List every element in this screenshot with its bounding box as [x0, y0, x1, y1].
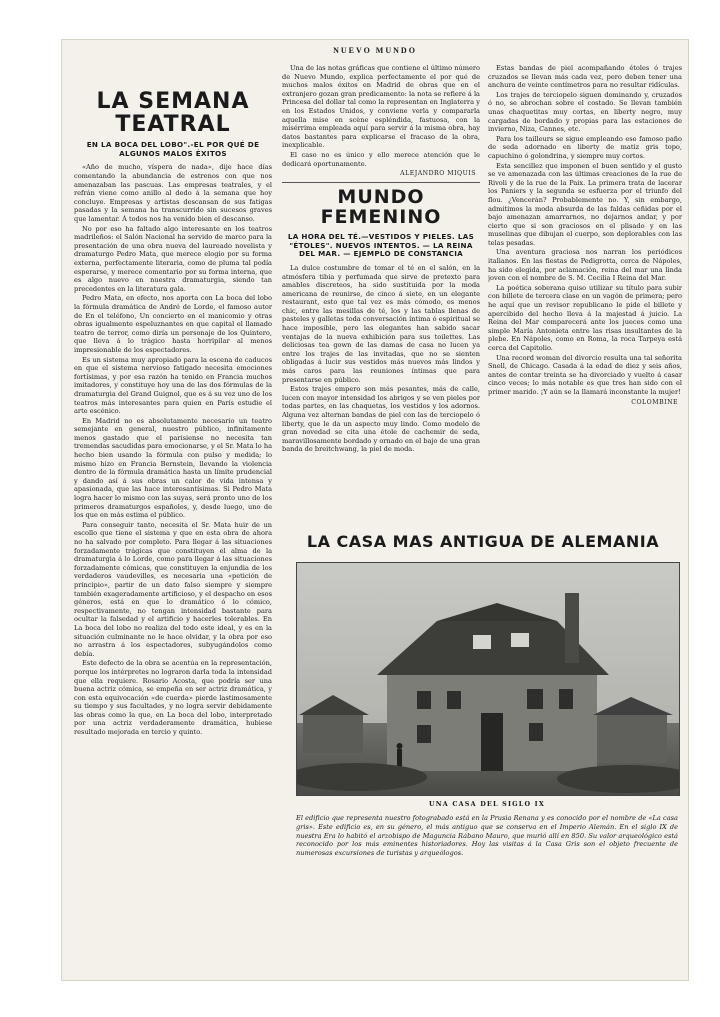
- column-semana-teatral: [74, 64, 272, 970]
- femenino-paragraph: Estas bandas de piel acompañando étoles ó trajes cruzados se llevan más cada vez, pero deben tener una anchura de veinte centímetros para no resultar ridículas.: [488, 64, 682, 90]
- semana-paragraph: Una de las notas gráficas que contiene el último número de Nuevo Mundo, explica perfectamente el por qué de muchos malos éxitos en Madrid de obras que en el extranjero gozan gran predicamento: la nota se refiere á la Princesa del dollar tal como la representan en Inglaterra y en los Estados Unidos, y conviene verla y compararla aquella mise en scène espléndida, fastuosa, con la misérrima empleada aquí para servir á la misma obra, hay datos bastantes para explicarse el fracaso de la obra, inexplicable.: [282, 64, 480, 150]
- femenino-title: [282, 188, 480, 228]
- femenino-paragraph: Estos trajes empero son más pesantes, más de calle, lucen con mayor intensidad los abrigos y se ven pieles por todas partes, en las chaquetas, los vestidos y los adornos. Alguna vez alternan bandas de piel con las de terciopelo ó liberty, que le da un aspecto muy lindo. Como modelo de gran novedad se cita una étole de cachemir de seda, maravillosamente bordado y ornado en el bajo de una gran banda de breitchwang, la piel de moda.: [282, 385, 480, 454]
- femenino-paragraph: Los trajes de terciopelo siguen dominando y, cruzados ó no, se abrochan sobre el costado. Se llevan también unas chaquetitas muy cortas, en liberty negro, muy cargadas de bordado y propias para las estaciones de invierno, Niza, Cannes, etc.: [488, 90, 682, 134]
- femenino-body-continued: [488, 64, 682, 397]
- femenino-paragraph: Esta sencillez que imponen el buen sentido y el gusto se ve amenazada con las últimas creaciones de la rue de Rivoli y de la rue de la Paix. La primera trata de lacerar los Paniers y la segunda se esfuerza por el triunfo del flou. ¿Vencerán? Probablemente no. Y, sin embargo, admitimos la moda absurda de las faldas ceñidas por el bajo amenazan amarrarnos, no dejarnos andar, y por cierto que si son graciosos en el plisado y en las muselinas que dibujan el cuerpo, son deplorables con las telas pesadas.: [488, 161, 682, 247]
- photo-caption: UNA CASA DEL SIGLO IX: [428, 800, 546, 808]
- semana-signature: ALEJANDRO MIQUIS: [400, 170, 476, 178]
- column-center: [282, 64, 480, 464]
- column-right: [488, 64, 682, 544]
- house-photo: [296, 562, 680, 796]
- semana-paragraph: Este defecto de la obra se acentúa en la representación, porque los intérpretes no lograron darla toda la intensidad que ella requiere. Rosario Acosta, que podría ser una buena actriz cómica, se empeña en ser actriz dramática, y con esta equivocación «de cuerda» pierde lastimosamente su tiempo y sus facultades, y no logra servir debidamente las obras como la que, en La boca del lobo, interpretado por una actriz verdaderamente dramática, hubiese resultado mejorada en tercio y quinto.: [74, 659, 272, 737]
- semana-paragraph: El caso no es único y ello merece atención que le dedicará oportunamente.: [282, 150, 480, 168]
- semana-title: [74, 90, 272, 136]
- photo-caption-text: El edificio que representa nuestro fotograbado está en la Prusia Renana y es conocido por el nombre de «La casa gris». Este edificio es, en su género, el más antiguo que se conserva en el Imperio Alemán. En el siglo IX de nuestra Era lo habitó el arzobispo de Maguncia Rábano Mauro, que murió allí en 850. Su valor arqueológico está reconocido por los más eminentes historiadores. Hoy las visitas á la Casa Gris son el objeto frecuente de numerosas excursiones de turistas y arqueólogos.: [296, 814, 678, 858]
- semana-body-continued: [282, 64, 480, 168]
- semana-paragraph: «Año de mucho, víspera de nada», dije hace días comentando la abundancia de estrenos con que nos amenazaban las pascuas. Las empresas teatrales, y el refrán viene como anillo al dedo á la semana que hoy concluye. Empresas y artistas descansan de sus fatigas pasadas y la semana ha transcurrido sin sucesos graves que lamentar. Á todos nos ha venido bien el descanso.: [74, 163, 272, 224]
- femenino-title-line1: MUNDO: [337, 186, 425, 209]
- semana-paragraph: Para conseguir tanto, necesita el Sr. Mata huir de un escollo que tiene el sistema y que en esta obra de ahora no ha salvado por completo. Para llegar á las situaciones forzadamente trágicas que constituyen el alma de la dramaturgia á lo Lorde, como para llegar á las situaciones forzadamente cómicas, que constituyen la enjundia de los verdaderos vaudevilles, es necesaria una «petición de principio», partir de un dato falso siempre y siempre también exageradamente artificioso, y el despacho en esos géneros, está en que lo dramático ó lo cómico, respectivamente, no tengan intensidad bastante para ocultar la falsedad y el artificio y hacerles tolerables. En La boca del lobo no realiza del todo este ideal, y es en la situación culminante no le hace olvidar, y la obra por eso no arrastra á los espectadores, subyugándolos como debía.: [74, 520, 272, 658]
- femenino-signature: COLOMBINE: [631, 398, 678, 406]
- newspaper-page: [62, 40, 688, 980]
- femenino-paragraph: La poética soberana quiso utilizar su título para subir con billete de tercera clase en un vagón de primera; pero he aquí que un revisor republicano le pide el billete y apercibido del hecho lleva á la majestad á juicio. La Reina del Mar comparecerá ante los jueces como una simple María Antonieta entre las risas insultantes de la plebe. En Nápoles, como en Roma, la roca Tarpeya está cerca del Capitolio.: [488, 283, 682, 352]
- casa-title: LA CASA MAS ANTIGUA DE ALEMANIA: [306, 532, 660, 551]
- section-divider: [282, 182, 480, 183]
- femenino-subtitle: LA HORA DEL TÉ.—VESTIDOS Y PIELES. LAS "ÉTOLES". NUEVOS INTENTOS. — LA REINA DEL MAR. — EJEMPLO DE CONSTANCIA: [287, 232, 475, 259]
- semana-paragraph: Es un sistema muy apropiado para la escena de caducos en que el sistema nervioso fatigado necesita emociones fortísimas, y por esa razón ha tenido en Francia muchos imitadores, y constituye hoy una de las dos fórmulas de la dramaturgia del Grand Guignol, que es á su vez uno de los teatros más interesantes para quien en París estudie el arte escénico.: [74, 355, 272, 416]
- femenino-paragraph: La dulce costumbre de tomar el té en el salón, en la atmósfera tibia y perfumada que sirve de pretexto para amables discreteos, ha sido sustituida por la moda americana de reunirse, de cinco á siete, en un elegante restaurant, esto que tal vez es más cómodo, es menos chic, entre las mesillas de té, los y las tablas llenas de pasteles y galletas toda conversación íntima ó espiritual se hace imposible, pero las elegantes han sabido sacar ventajas de la nueva exhibición para sus toilettes. Las deliciosas tea gown de las damas de casa no lucen ya entre los trajes de las invitadas, que no se sienten obligadas á lucir sus vestidos más nuevos más lindos y más caros para las reuniones íntimas que para presentarse en público.: [282, 263, 480, 384]
- semana-paragraph: No por eso ha faltado algo interesante en los teatros madrileños: el Salón Nacional ha servido de marco para la presentación de una obra nueva del laureado novelista y dramaturgo Pedro Mata, que merece elogio por su forma externa, perfectamente literaria, como de pluma tal podía esperarse, y merece comentario por su forma interna, que es algo nuevo en nuestra dramaturgia, siendo tan precedentes en la literatura gala.: [74, 224, 272, 293]
- semana-paragraph: En Madrid no es absolutamente necesario un teatro semejante en general, nuestro público, infinitamente menos gastado que el parisiense no necesita tan tremendas sacudidas para emocionarse, y el Sr. Mata lo ha hecho bien usando la fórmula con pulso y medida; lo mismo hizo en Francia Bernstein, llevando la violencia dentro de la fórmula dramática hasta un límite prudencial y dando así á sus obras un calor de vida intensa y apasionada, que las hace interesantísimas. Si Pedro Mata logra hacer lo mismo con las suyas, será pronto uno de los primeros dramaturgos españoles, y, desde luego, uno de los que en más estima el público.: [74, 416, 272, 520]
- semana-title-line2: TEATRAL: [115, 112, 231, 138]
- semana-subtitle: EN LA BOCA DEL LOBO".-EL POR QUÉ DE ALGUNOS MALOS ÉXITOS: [86, 140, 260, 158]
- femenino-paragraph: Una record woman del divorcio resulta una tal señorita Snell, de Chicago. Casada á la edad de diez y seis años, antes de contar treinta se ha divorciado y vuelto á casar cinco veces; lo más notable es que tres han sido con el primer marido. ¡Y aún se la llamará inconstante la mujer!: [488, 353, 682, 396]
- femenino-paragraph: Una aventura graciosa nos narran los periódicos italianos. En las fiestas de Pedigrotta, cerca de Nápoles, ha sido elegida, por aclamación, reina del mar una linda joven con el nombre de S. M. Cecilia I Reina del Mar.: [488, 248, 682, 283]
- femenino-paragraph: Para los tailleurs se sigue empleando ese famoso paño de seda adornado en liberty de matiz gris topo, capuchino ó golondrina, y siempre muy cortos.: [488, 134, 682, 160]
- semana-title-line1: LA SEMANA: [96, 89, 250, 114]
- semana-body: [74, 163, 272, 736]
- femenino-title-line2: FEMENINO: [320, 206, 442, 229]
- femenino-body: [282, 264, 480, 454]
- house-photo-illustration: [297, 563, 679, 795]
- semana-paragraph: Pedro Mata, en efecto, nos aporta con La boca del lobo la fórmula dramática de André de Lorde, el famoso autor de En el teléfono, Un concierto en el manicomio y otras obras igualmente espeluznantes en que capital el llamado teatro de terror, como diría un personaje de los Quintero, que lleva á lo trágico hasta horripilar al menos impresionable de los espectadores.: [74, 294, 272, 354]
- masthead: NUEVO MUNDO: [333, 46, 417, 55]
